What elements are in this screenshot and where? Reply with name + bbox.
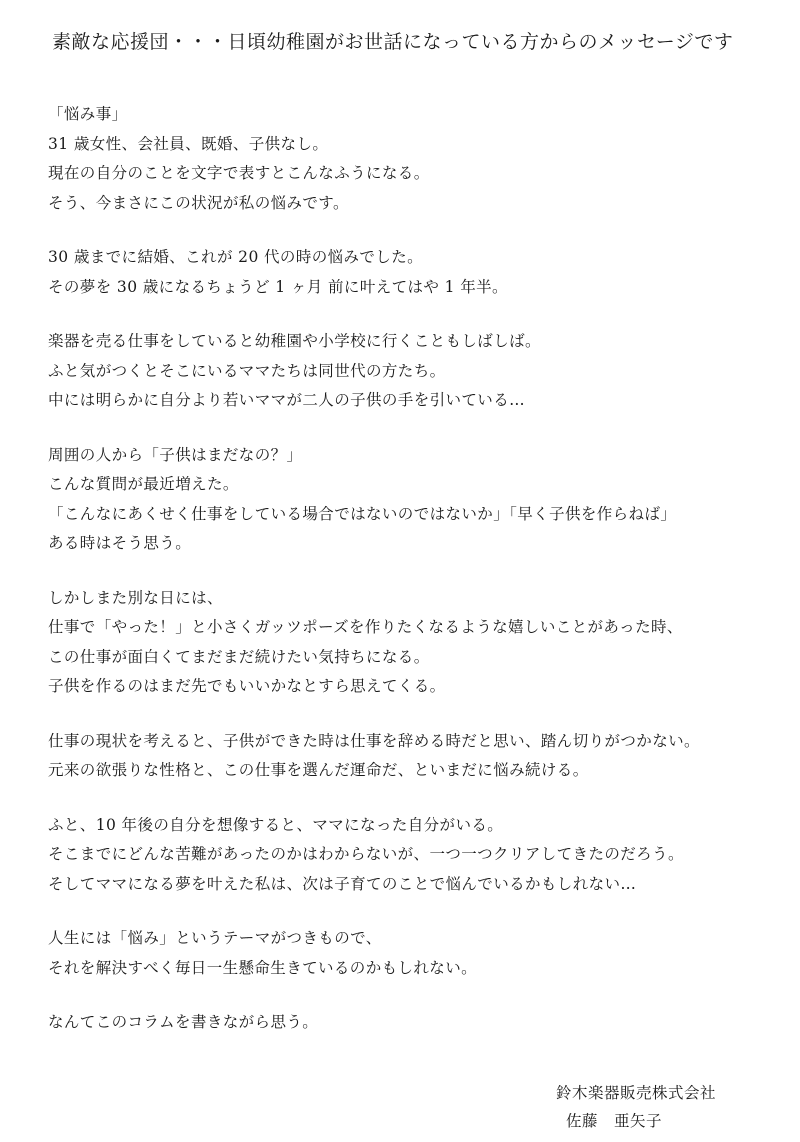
- paragraph-7: [48, 811, 768, 900]
- text-line: しかしまた別な日には、: [48, 588, 223, 607]
- author-name: 佐藤 亜矢子: [565, 1112, 662, 1130]
- text-line: ふと気がつくとそこにいるママたちは同世代の方たち。: [48, 361, 446, 380]
- text-line: ふと、10 年後の自分を想像すると、ママになった自分がいる。: [48, 815, 504, 834]
- text-line: そこまでにどんな苦難があったのかはわからないが、一つ一つクリアしてきたのだろう。: [48, 845, 684, 863]
- text-line: 仕事の現状を考えると、子供ができた時は仕事を辞める時だと思い、踏ん切りがつかない。: [48, 731, 700, 750]
- paragraph-1: [48, 100, 768, 218]
- text-line: そう、今まさにこの状況が私の悩みです。: [48, 193, 349, 212]
- text-line: 「こんなにあくせく仕事をしている場合ではないのではないか」「早く子供を作らねば」: [48, 504, 677, 523]
- text-line: 中には明らかに自分より若いママが二人の子供の手を引いている…: [48, 391, 526, 409]
- text-line: この仕事が面白くてまだまだ続けたい気持ちになる。: [48, 647, 430, 666]
- paragraph-6: [48, 727, 768, 786]
- signature-block: [556, 1079, 716, 1135]
- text-line: その夢を 30 歳になるちょうど 1 ヶ月 前に叶えてはや 1 年半。: [48, 277, 508, 296]
- paragraph-4: [48, 441, 768, 559]
- paragraph-8: [48, 924, 768, 983]
- text-line: それを解決すべく毎日一生懸命生きているのかもしれない。: [48, 958, 477, 977]
- text-line: 周囲の人から「子供はまだなの？」: [48, 445, 303, 464]
- paragraph-9: [48, 1008, 768, 1038]
- page-title: 素敵な応援団・・・日頃幼稚園がお世話になっている方からのメッセージです: [52, 31, 734, 53]
- text-line: 元来の欲張りな性格と、この仕事を選んだ運命だ、といまだに悩み続ける。: [48, 761, 589, 779]
- text-line: 30 歳までに結婚、これが 20 代の時の悩みでした。: [48, 248, 424, 266]
- paragraph-5: [48, 584, 768, 702]
- text-line: 仕事で「やった！」と小さくガッツポーズを作りたくなるような嬉しいことがあった時、: [48, 618, 683, 636]
- paragraph-2: [48, 243, 768, 302]
- text-line: 「悩み事」: [48, 105, 128, 123]
- text-line: こんな質問が最近増えた。: [48, 475, 239, 493]
- text-line: 現在の自分のことを文字で表すとこんなふうになる。: [48, 164, 430, 182]
- company-name: 鈴木楽器販売株式会社: [555, 1084, 716, 1102]
- text-line: そしてママになる夢を叶えた私は、次は子育てのことで悩んでいるかもしれない…: [48, 874, 637, 893]
- essay-body: [48, 100, 768, 1063]
- text-line: 楽器を売る仕事をしていると幼稚園や小学校に行くこともしばしば。: [48, 332, 541, 350]
- text-line: 人生には「悩み」というテーマがつきもので、: [48, 929, 382, 947]
- text-line: なんてこのコラムを書きながら思う。: [48, 1013, 319, 1031]
- text-line: 31 歳女性、会社員、既婚、子供なし。: [48, 134, 329, 153]
- text-line: ある時はそう思う。: [48, 534, 192, 552]
- text-line: 子供を作るのはまだ先でもいいかなとすら思えてくる。: [48, 677, 446, 695]
- paragraph-3: [48, 327, 768, 416]
